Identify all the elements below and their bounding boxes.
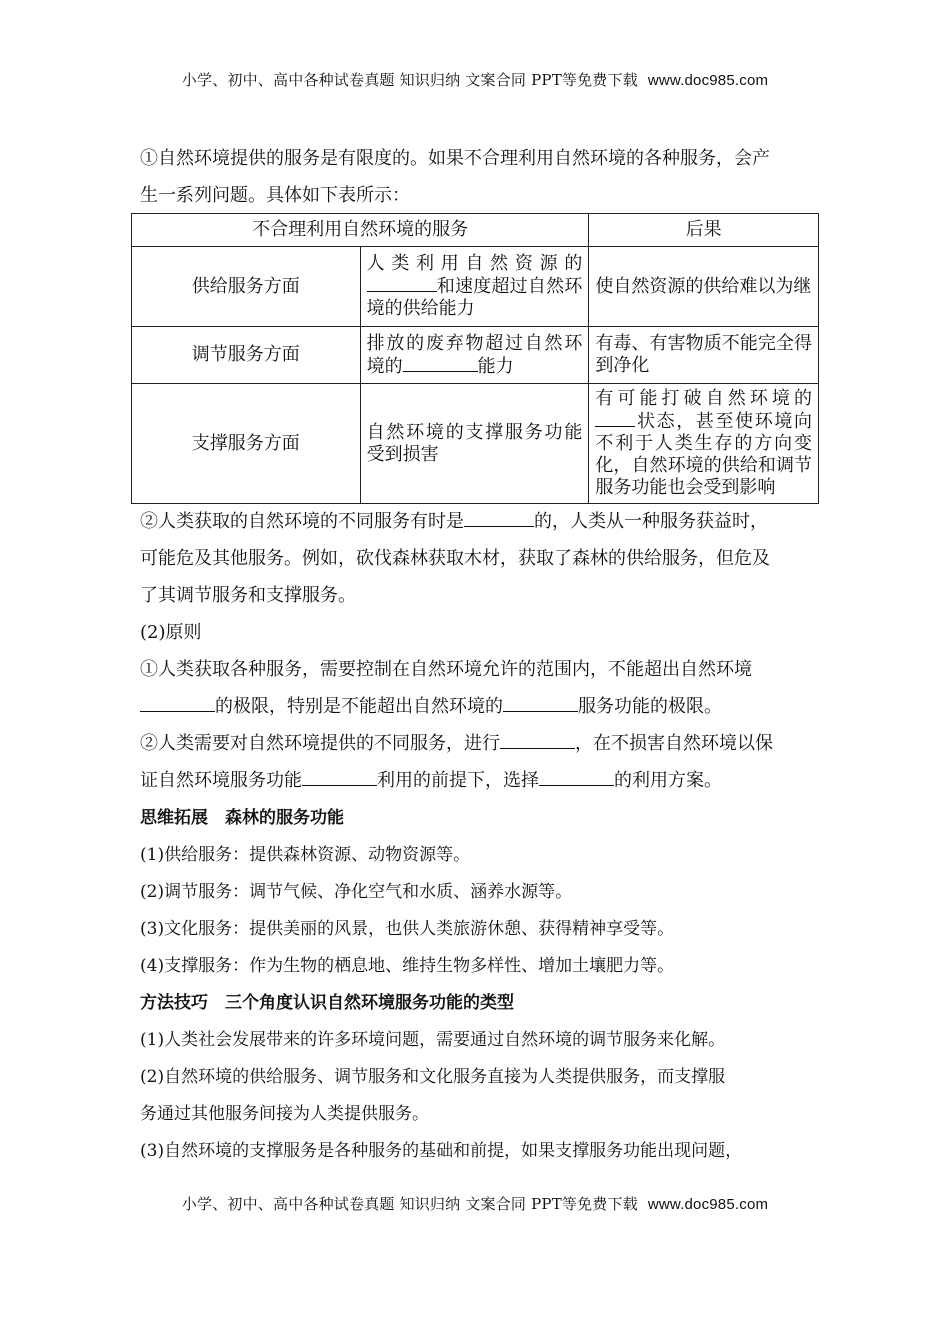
table-head-result: 后果	[589, 214, 819, 247]
desc-part: 人类利用自然资源的	[366, 253, 583, 274]
footer-url[interactable]: www.doc985.com	[647, 1196, 769, 1213]
service-consequence-table	[131, 213, 819, 504]
fill-blank[interactable]	[595, 410, 635, 427]
extension-item: (1)供给服务：提供森林资源、动物资源等。	[140, 845, 471, 865]
method-item-1: (1)人类社会发展带来的许多环境问题，需要通过自然环境的调节服务来化解。	[140, 1030, 726, 1050]
extension-section	[140, 800, 822, 985]
footer-text: 小学、初中、高中各种试卷真题 知识归纳 文案合同 PPT等免费下载	[181, 1195, 638, 1213]
table-row	[132, 384, 819, 504]
principle-2-line-2	[140, 762, 822, 799]
intro-paragraph	[140, 140, 822, 214]
row-description	[360, 247, 589, 327]
result-part: 状态，甚至使环境向不利于人类生存的方向变化，自然环境的供给和调节服务功能也会受到影响	[595, 411, 812, 498]
extension-item: (4)支撑服务：作为生物的栖息地、维持生物多样性、增加土壤肥力等。	[140, 956, 675, 976]
text-part: 的，人类从一种服务获益时，	[534, 511, 768, 532]
row-result	[589, 384, 819, 504]
extension-title: 思维拓展 森林的服务功能	[140, 808, 344, 828]
fill-blank[interactable]	[464, 510, 534, 527]
table-header-row	[132, 214, 819, 247]
fill-blank[interactable]	[503, 695, 578, 712]
table-row	[132, 247, 819, 327]
page-header	[0, 69, 950, 90]
desc-part: 排放的废弃物超过自然环境的	[366, 332, 583, 377]
principle-2-line-1	[140, 725, 822, 762]
table-row	[132, 327, 819, 384]
header-text: 小学、初中、高中各种试卷真题 知识归纳 文案合同 PPT等免费下载	[181, 71, 638, 89]
principle-title: (2)原则	[140, 622, 202, 643]
extension-item: (3)文化服务：提供美丽的风景，也供人类旅游休憩、获得精神享受等。	[140, 919, 675, 939]
text-part: ②人类需要对自然环境提供的不同服务，进行	[140, 733, 500, 754]
method-title: 方法技巧 三个角度认识自然环境服务功能的类型	[140, 993, 514, 1013]
paragraph-2	[140, 503, 822, 614]
text-part: ，在不损害自然环境以保	[575, 733, 773, 754]
row-description: 自然环境的支撑服务功能受到损害	[360, 384, 589, 504]
desc-part: 能力	[477, 355, 514, 377]
row-description	[360, 327, 589, 384]
fill-blank[interactable]	[140, 695, 215, 712]
method-item-2-line-1: (2)自然环境的供给服务、调节服务和文化服务直接为人类提供服务，而支撑服	[140, 1067, 726, 1087]
desc-part: 和速度超过自然环境的供给能力	[366, 276, 583, 319]
text-part: 的利用方案。	[614, 770, 722, 791]
row-result: 使自然资源的供给难以为继	[589, 247, 819, 327]
text-part: 的极限，特别是不能超出自然环境的	[215, 696, 503, 717]
intro-line-2: 生一系列问题。具体如下表所示：	[140, 185, 410, 206]
text-part: ②人类获取的自然环境的不同服务有时是	[140, 511, 464, 532]
row-label: 支撑服务方面	[132, 384, 361, 504]
table-head-service: 不合理利用自然环境的服务	[132, 214, 589, 247]
text-part: 利用的前提下，选择	[377, 770, 539, 791]
para2-line-1	[140, 503, 822, 540]
text-part: 证自然环境服务功能	[140, 770, 302, 791]
method-item-2-line-2: 务通过其他服务间接为人类提供服务。	[140, 1104, 429, 1124]
fill-blank[interactable]	[539, 769, 614, 786]
header-url[interactable]: www.doc985.com	[647, 72, 769, 89]
para2-line-3: 了其调节服务和支撑服务。	[140, 585, 356, 606]
para2-line-2: 可能危及其他服务。例如，砍伐森林获取木材，获取了森林的供给服务，但危及	[140, 548, 770, 569]
fill-blank[interactable]	[500, 732, 575, 749]
extension-item: (2)调节服务：调节气候、净化空气和水质、涵养水源等。	[140, 882, 573, 902]
intro-line-1: ①自然环境提供的服务是有限度的。如果不合理利用自然环境的各种服务，会产	[140, 148, 770, 169]
principle-section	[140, 614, 822, 799]
fill-blank[interactable]	[367, 275, 437, 292]
fill-blank[interactable]	[302, 769, 377, 786]
result-part: 有可能打破自然环境的	[595, 388, 812, 409]
row-label: 调节服务方面	[132, 327, 361, 384]
row-label: 供给服务方面	[132, 247, 361, 327]
method-section	[140, 985, 822, 1170]
page-footer	[0, 1193, 950, 1214]
row-result: 有毒、有害物质不能完全得到净化	[589, 327, 819, 384]
principle-1-line-1: ①人类获取各种服务，需要控制在自然环境允许的范围内，不能超出自然环境	[140, 659, 752, 680]
text-part: 服务功能的极限。	[578, 696, 722, 717]
fill-blank[interactable]	[403, 355, 478, 372]
method-item-3: (3)自然环境的支撑服务是各种服务的基础和前提，如果支撑服务功能出现问题，	[140, 1141, 743, 1161]
principle-1-line-2	[140, 688, 822, 725]
